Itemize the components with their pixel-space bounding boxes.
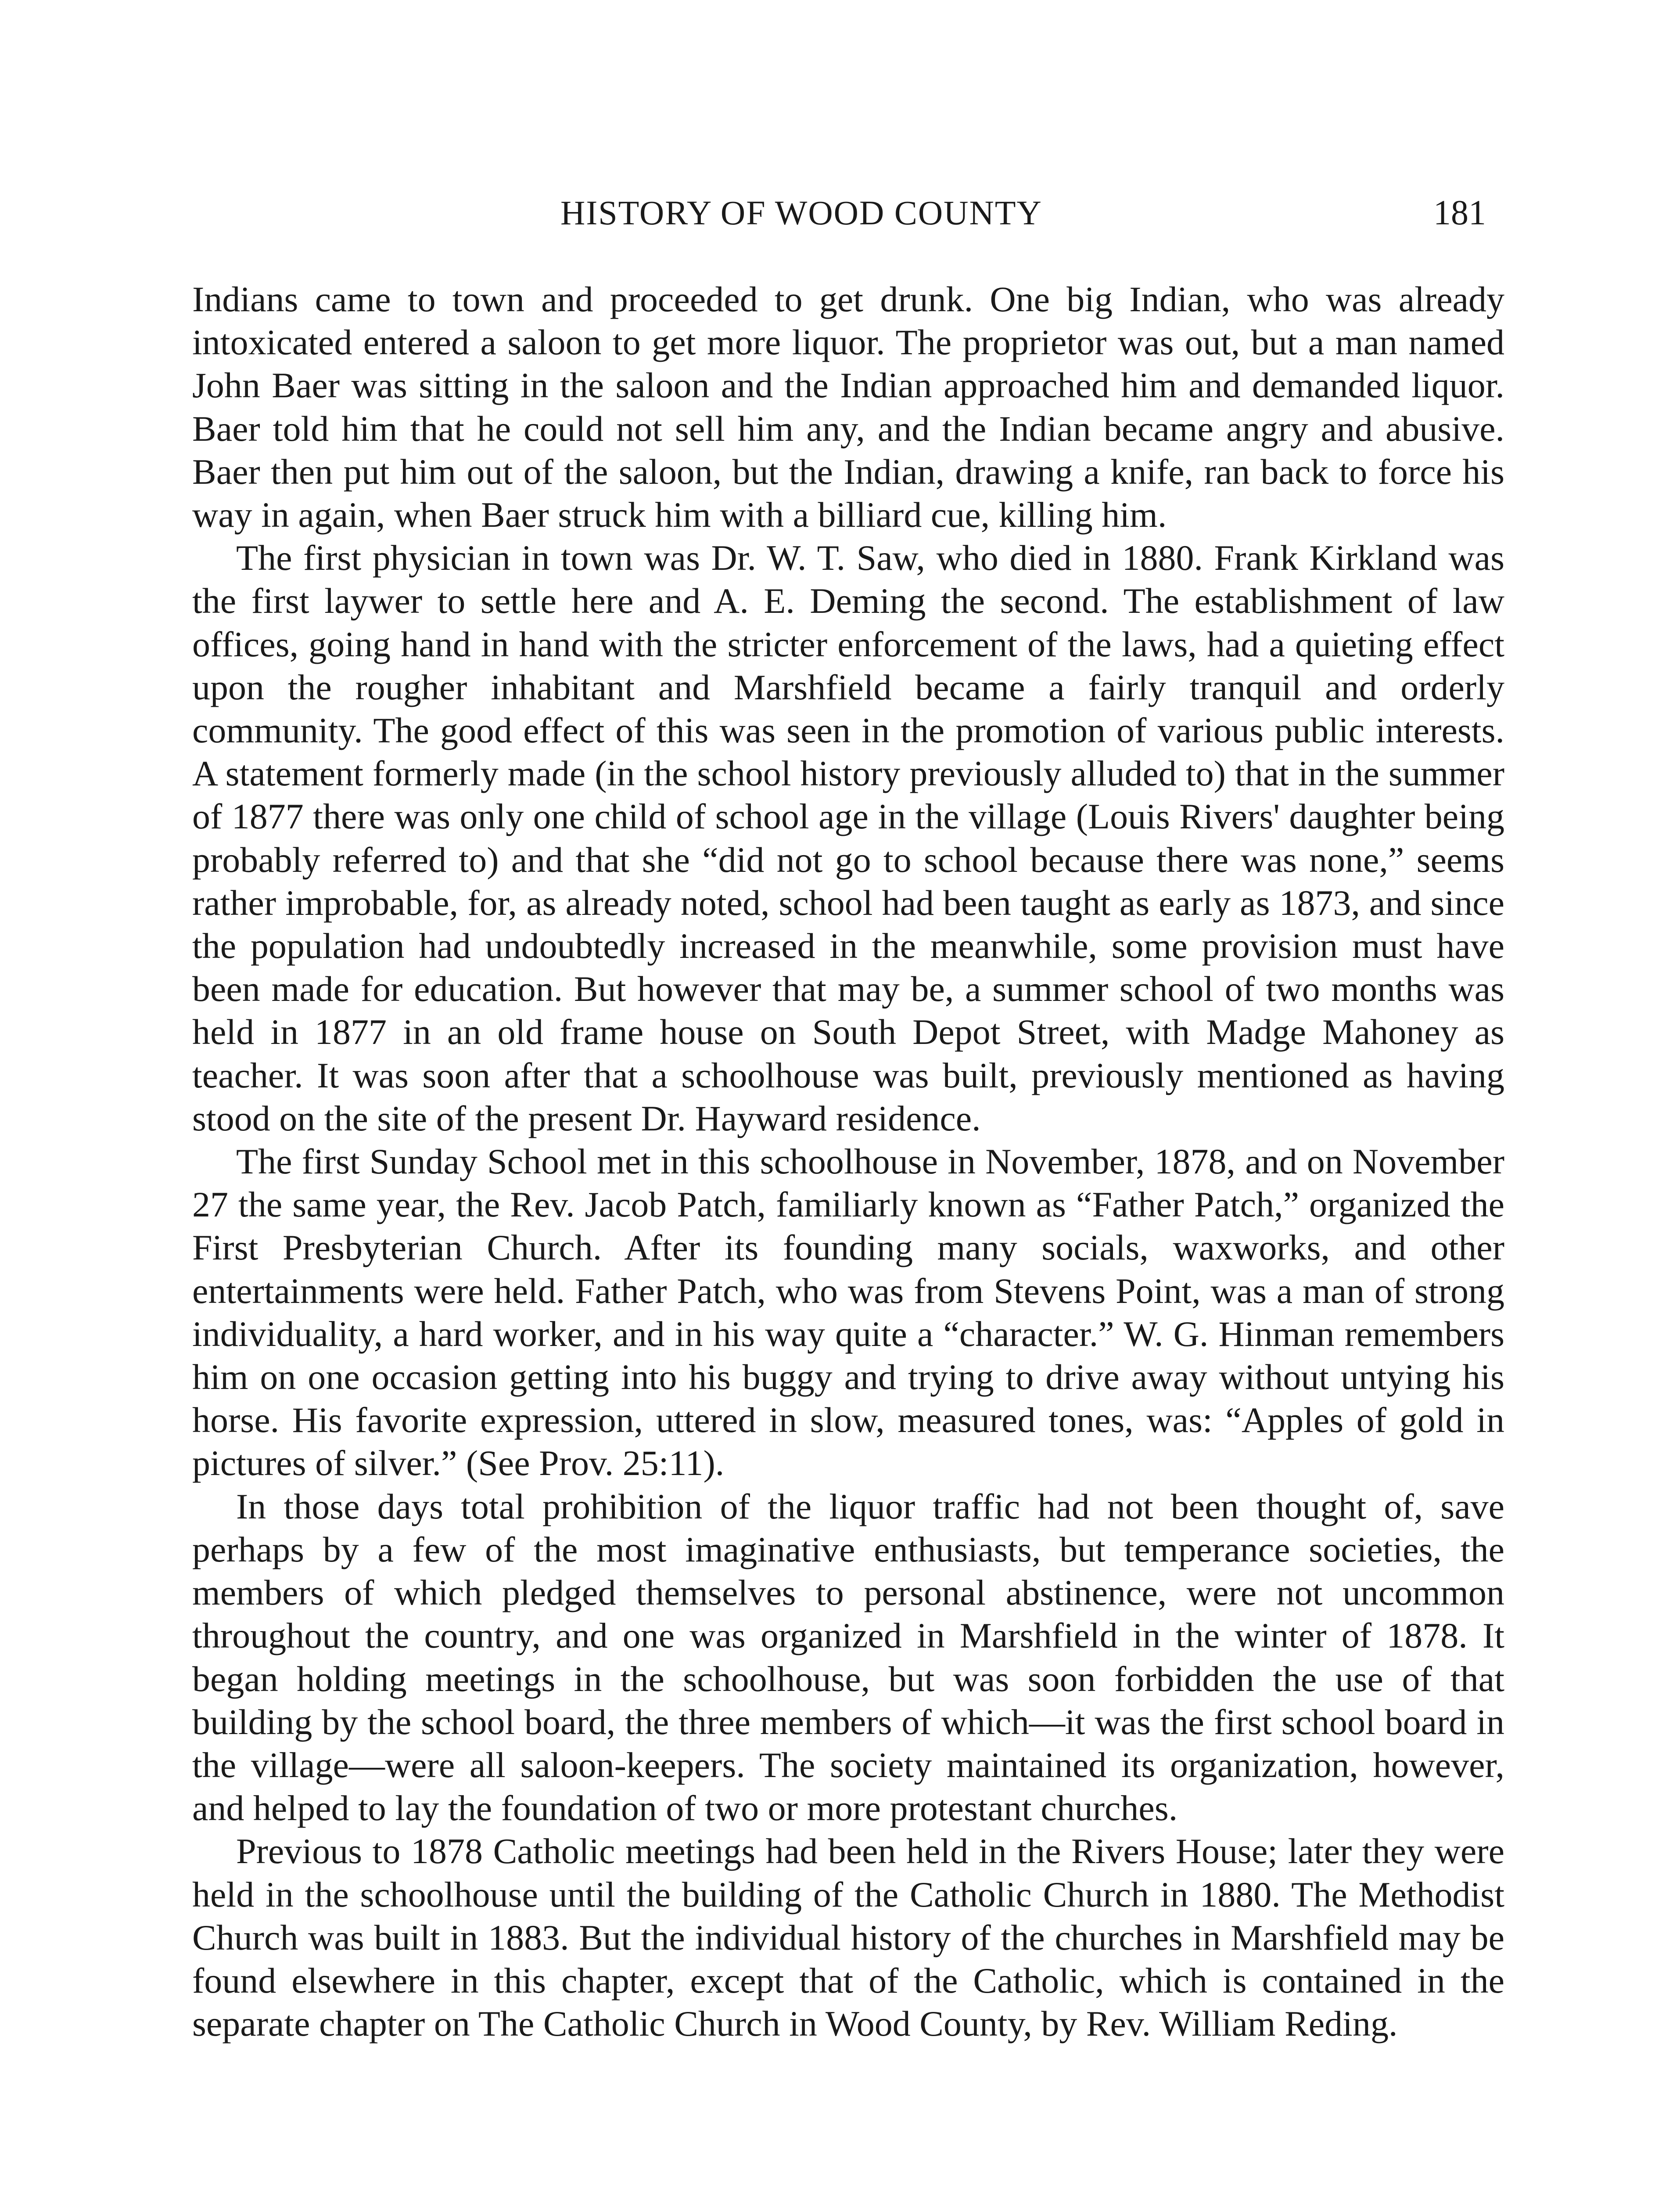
paragraph-catholic-meetings: Previous to 1878 Catholic meetings had been held in the Rivers House; later they were held in the schoolhouse until the building of the Catholic Church in 1880. The Methodist Church was built in 1883. But the individual history of the churches in Marshfield may be found elsewhere in this chapter, except that of the Catholic, which is contained in the separate chapter on The Catholic Church in Wood County, by Rev. William Reding. (192, 1831, 1504, 2044)
paragraph-temperance: In those days total prohibition of the liquor traffic had not been thought of, save perhaps by a few of the most imaginative enthusiasts, but temperance societies, the members of which pledged themselves to personal abstinence, were not uncommon throughout the country, and one was organized in Marshfield in the winter of 1878. It began holding meetings in the schoolhouse, but was soon forbidden the use of that building by the school board, the three members of which—it was the first school board in the village—were all saloon-keepers. The society maintained its organization, however, and helped to lay the foundation of two or more protestant churches. (192, 1486, 1504, 1828)
body-text (192, 278, 1504, 2045)
paragraph-indian-incident: Indians came to town and proceeded to get drunk. One big Indian, who was already intoxicated entered a saloon to get more liquor. The proprietor was out, but a man named John Baer was sitting in the saloon and the Indian approached him and demanded liquor. Baer told him that he could not sell him any, and the Indian became angry and abusive. Baer then put him out of the saloon, but the Indian, drawing a knife, ran back to force his way in again, when Baer struck him with a billiard cue, killing him. (192, 279, 1504, 535)
paragraph-sunday-school: The first Sunday School met in this schoolhouse in November, 1878, and on November 27 the same year, the Rev. Jacob Patch, familiarly known as “Father Patch,” organized the First Presbyterian Church. After its founding many socials, waxworks, and other entertainments were held. Father Patch, who was from Stevens Point, was a man of strong individuality, a hard worker, and in his way quite a “character.” W. G. Hinman remembers him on one occasion getting into his buggy and trying to drive away without untying his horse. His favorite expression, uttered in slow, measured tones, was: “Apples of gold in pictures of silver.” (See Prov. 25:11). (192, 1141, 1504, 1483)
paragraph-first-physician: The first physician in town was Dr. W. T. Saw, who died in 1880. Frank Kirkland was the first laywer to settle here and A. E. Deming the second. The establishment of law offices, going hand in hand with the stricter enforcement of the laws, had a quieting effect upon the rougher inhabitant and Marshfield became a fairly tranquil and orderly community. The good effect of this was seen in the promotion of various public interests. A statement formerly made (in the school history previously alluded to) that in the summer of 1877 there was only one child of school age in the village (Louis Rivers' daughter being probably referred to) and that she “did not go to school because there was none,” seems rather improbable, for, as already noted, school had been taught as early as 1873, and since the population had undoubtedly increased in the meanwhile, some provision must have been made for education. But however that may be, a summer school of two months was held in 1877 in an old frame house on South Depot Street, with Madge Mahoney as teacher. It was soon after that a schoolhouse was built, previously mentioned as having stood on the site of the present Dr. Hayward residence. (192, 538, 1504, 1138)
running-head (0, 189, 1680, 237)
page-number: 181 (1433, 194, 1486, 232)
running-title: HISTORY OF WOOD COUNTY (560, 194, 1042, 232)
